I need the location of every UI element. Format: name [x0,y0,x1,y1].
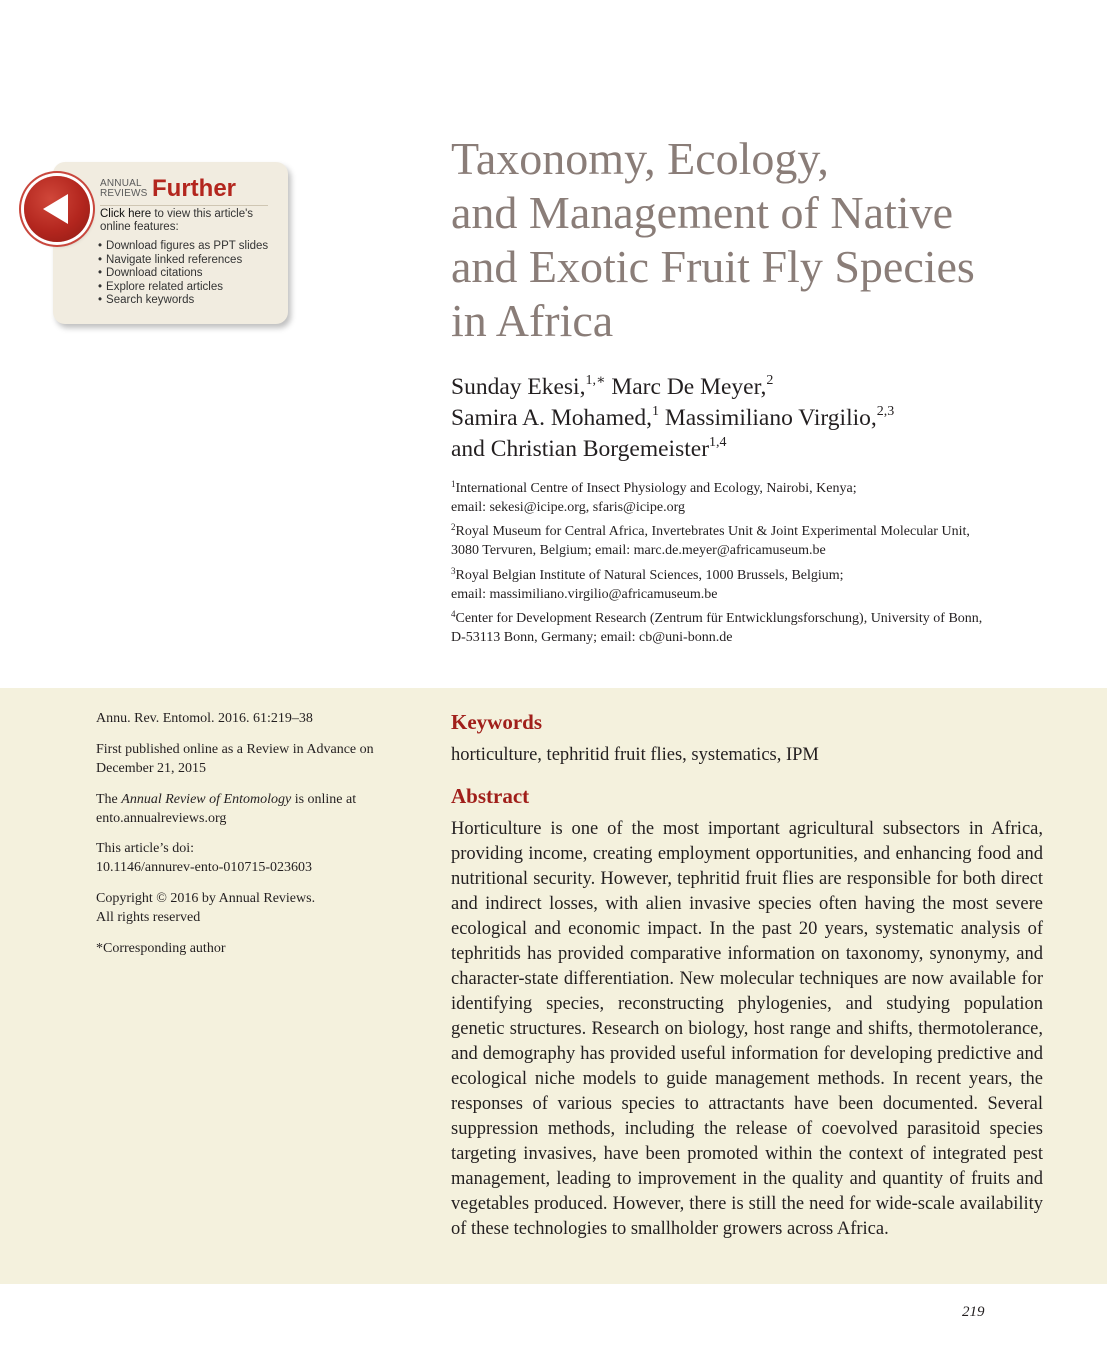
copyright: Copyright © 2016 by Annual Reviews. All rights reserved [96,891,316,925]
further-back-arrow-icon[interactable] [24,176,90,242]
abstract-heading: Abstract [451,784,530,808]
further-title: Further [152,175,236,202]
keywords-text: horticulture, tephritid fruit flies, systematics, IPM [451,745,819,765]
journal-online: The Annual Review of Entomology is online at ento.annualreviews.org [96,791,416,828]
further-subtitle: Click here to view this article's online features: [100,208,254,233]
affiliation-1: $^1$International Centre of Insect Physiology and Ecology, Nairobi, Kenya; email: sekesi@icipe.org, sfaris@icipe.org [451,479,857,515]
page-number: 219 [962,1304,985,1320]
click-here-link[interactable]: Click here [100,208,152,220]
further-item-search[interactable]: • Search keywords [98,294,268,308]
further-feature-list [98,240,268,308]
further-item-citations[interactable]: • Download citations [98,267,268,281]
doi-link[interactable]: 10.1146/annurev-ento-010715-023603 [96,859,313,875]
further-item-ppt[interactable]: • Download figures as PPT slides [98,240,268,254]
keywords-heading: Keywords [451,710,542,734]
doi-block: This article’s doi: 10.1146/annurev-ento-010715-023603 [96,840,416,877]
annual-reviews-logo: ANNUAL REVIEWS [100,178,148,199]
published-online: First published online as a Review in Advance on December 21, 2015 [96,742,374,776]
journal-url-link[interactable]: ento.annualreviews.org [96,810,227,826]
further-divider [100,205,268,206]
further-item-related[interactable]: • Explore related articles [98,281,268,295]
abstract-text: Horticulture is one of the most important agricultural subsectors in Africa, providing income, creating employment opportunities, and enhancing food and nutritional security. However, tephritid fruit flies are responsible for both direct and indirect losses, with alien invasive species often having the most severe ecological and economic impact. In the past 20 years, systematic analysis of tephritids has provided comparative information on taxonomy, synonymy, and character-state differentiation. New molecular techniques are now available for identifying species, reconstructing phylogenies, and studying population genetic structures. Research on biology, host range and shifts, thermotolerance, and demography has provided useful information for developing predictive and ecological niche models to guide management methods. In recent years, the responses of various species to attractants have been documented. Several suppression methods, including the release of coevolved parasitoid species targeting invasives, have been promoted within the context of integrated pest management, leading to improvement in the quality and quantity of fruits and vegetables produced. However, there is still the need for wide-scale availability of these technologies to smallholder growers across Africa. [451,819,1043,1239]
further-item-references[interactable]: • Navigate linked references [98,254,268,268]
corresponding-author-note: *Corresponding author [96,941,226,956]
author-list: Sunday Ekesi,$^{1,∗}$ Marc De Meyer,$^2$ Samira A. Mohamed,$^1$ Massimiliano Virgilio,$^{2,3}$ and Christian Borgemeister$^{1,4}$ [451,373,895,462]
citation: Annu. Rev. Entomol. 2016. 61:219–38 [96,711,313,726]
affiliation-2: $^2$Royal Museum for Central Africa, Invertebrates Unit & Joint Experimental Molecular Unit, 3080 Tervuren, Belgium; email: marc.de.meyer@africamuseum.be [451,522,970,558]
affiliation-4: $^4$Center for Development Research (Zentrum für Entwicklungsforschung), University of Bonn, D-53113 Bonn, Germany; email: cb@uni-bonn.de [451,609,983,645]
article-title: Taxonomy, Ecology, and Management of Native and Exotic Fruit Fly Species in Africa [451,133,975,346]
affiliation-3: $^3$Royal Belgian Institute of Natural Sciences, 1000 Brussels, Belgium; email: massimiliano.virgilio@africamuseum.be [451,566,844,602]
